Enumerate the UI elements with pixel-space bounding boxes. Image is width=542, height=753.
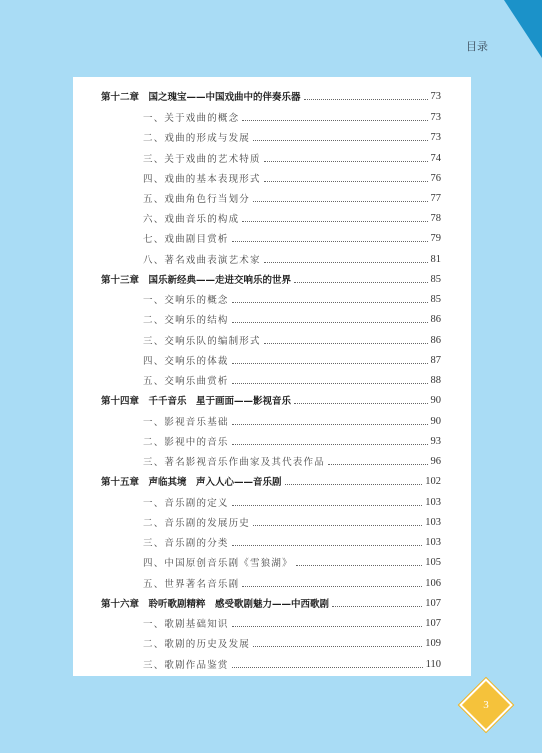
dot-leader bbox=[294, 282, 427, 283]
toc-chapter-entry[interactable] bbox=[101, 592, 441, 614]
toc-section-entry[interactable] bbox=[143, 511, 441, 533]
toc-chapter-entry[interactable] bbox=[101, 470, 441, 492]
toc-section-entry[interactable] bbox=[143, 450, 441, 472]
toc-section-entry[interactable] bbox=[143, 572, 441, 594]
toc-entry-title: 三、著名影视音乐作曲家及其代表作品 bbox=[143, 457, 325, 468]
toc-entry-title: 二、音乐剧的发展历史 bbox=[143, 518, 251, 529]
toc-entry-page: 107 bbox=[425, 617, 441, 629]
toc-entry-title: 七、戏曲剧目赏析 bbox=[143, 234, 229, 245]
toc-entry-title: 四、戏曲的基本表现形式 bbox=[143, 174, 261, 185]
toc-entry-page: 93 bbox=[430, 435, 441, 447]
toc-entry-title: 第十四章 千千音乐 星于画面——影视音乐 bbox=[101, 396, 292, 407]
toc-section-entry[interactable] bbox=[143, 308, 441, 330]
toc-section-entry[interactable] bbox=[143, 329, 441, 351]
toc-entry-title: 第十二章 国之瑰宝——中国戏曲中的伴奏乐器 bbox=[101, 92, 301, 103]
dot-leader bbox=[232, 241, 428, 242]
toc-entry-page: 73 bbox=[430, 90, 441, 102]
toc-entry-title: 一、音乐剧的定义 bbox=[143, 498, 229, 509]
toc-section-entry[interactable] bbox=[143, 147, 441, 169]
dot-leader bbox=[232, 626, 423, 627]
toc-section-entry[interactable] bbox=[143, 227, 441, 249]
toc-section-entry[interactable] bbox=[143, 106, 441, 128]
toc-entry-page: 96 bbox=[430, 455, 441, 467]
toc-section-entry[interactable] bbox=[143, 410, 441, 432]
toc-entry-title: 第十六章 聆听歌剧精粹 感受歌剧魅力——中西歌剧 bbox=[101, 599, 330, 610]
toc-entry-title: 四、中国原创音乐剧《雪狼湖》 bbox=[143, 558, 293, 569]
toc-entry-title: 二、影视中的音乐 bbox=[143, 437, 229, 448]
toc-section-entry[interactable] bbox=[143, 248, 441, 270]
toc-section-entry[interactable] bbox=[143, 207, 441, 229]
dot-leader bbox=[242, 586, 422, 587]
dot-leader bbox=[253, 525, 422, 526]
toc-section-entry[interactable] bbox=[143, 167, 441, 189]
dot-leader bbox=[232, 322, 428, 323]
toc-section-entry[interactable] bbox=[143, 491, 441, 513]
toc-entry-title: 二、歌剧的历史及发展 bbox=[143, 639, 251, 650]
toc-entry-title: 三、音乐剧的分类 bbox=[143, 538, 229, 549]
toc-section-entry[interactable] bbox=[143, 551, 441, 573]
toc-entry-title: 四、交响乐的体裁 bbox=[143, 356, 229, 367]
dot-leader bbox=[232, 545, 423, 546]
toc-entry-page: 102 bbox=[425, 475, 441, 487]
toc-entry-title: 一、关于戏曲的概念 bbox=[143, 113, 240, 124]
dot-leader bbox=[304, 99, 428, 100]
toc-entry-page: 90 bbox=[430, 394, 441, 406]
toc-chapter-entry[interactable] bbox=[101, 389, 441, 411]
toc-section-entry[interactable] bbox=[143, 126, 441, 148]
toc-section-entry[interactable] bbox=[143, 632, 441, 654]
toc-entry-title: 五、交响乐曲赏析 bbox=[143, 376, 229, 387]
toc-entry-title: 三、歌剧作品鉴赏 bbox=[143, 660, 229, 671]
dot-leader bbox=[232, 444, 428, 445]
toc-entry-page: 88 bbox=[430, 374, 441, 386]
toc-entry-title: 一、影视音乐基础 bbox=[143, 417, 229, 428]
dot-leader bbox=[264, 181, 428, 182]
dot-leader bbox=[328, 464, 428, 465]
toc-entry-title: 一、歌剧基础知识 bbox=[143, 619, 229, 630]
toc-section-entry[interactable] bbox=[143, 288, 441, 310]
dot-leader bbox=[285, 484, 423, 485]
toc-entry-page: 85 bbox=[430, 293, 441, 305]
toc-chapter-entry[interactable] bbox=[101, 85, 441, 107]
dot-leader bbox=[232, 363, 428, 364]
toc-entry-page: 87 bbox=[430, 354, 441, 366]
dot-leader bbox=[232, 505, 423, 506]
page-number: 3 bbox=[483, 699, 489, 711]
dot-leader bbox=[232, 383, 428, 384]
toc-entry-title: 五、世界著名音乐剧 bbox=[143, 579, 240, 590]
dot-leader bbox=[242, 120, 427, 121]
dot-leader bbox=[253, 201, 427, 202]
toc-entry-page: 103 bbox=[425, 496, 441, 508]
toc-entry-page: 73 bbox=[430, 111, 441, 123]
toc-entry-page: 90 bbox=[430, 415, 441, 427]
section-header-label: 目录 bbox=[466, 40, 488, 53]
toc-entry-page: 76 bbox=[430, 172, 441, 184]
toc-entry-title: 八、著名戏曲表演艺术家 bbox=[143, 255, 261, 266]
dot-leader bbox=[264, 262, 428, 263]
toc-entry-page: 86 bbox=[430, 313, 441, 325]
toc-entry-page: 86 bbox=[430, 334, 441, 346]
toc-section-entry[interactable] bbox=[143, 430, 441, 452]
toc-section-entry[interactable] bbox=[143, 187, 441, 209]
dot-leader bbox=[232, 424, 428, 425]
toc-entry-page: 105 bbox=[425, 556, 441, 568]
toc-section-entry[interactable] bbox=[143, 531, 441, 553]
toc-entry-page: 77 bbox=[430, 192, 441, 204]
toc-entry-page: 81 bbox=[430, 253, 441, 265]
toc-entry-page: 79 bbox=[430, 232, 441, 244]
dot-leader bbox=[242, 221, 427, 222]
toc-section-entry[interactable] bbox=[143, 349, 441, 371]
toc-entry-title: 三、关于戏曲的艺术特质 bbox=[143, 154, 261, 165]
toc-entry-title: 五、戏曲角色行当划分 bbox=[143, 194, 251, 205]
toc-entry-title: 三、交响乐队的编制形式 bbox=[143, 336, 261, 347]
dot-leader bbox=[296, 565, 422, 566]
toc-chapter-entry[interactable] bbox=[101, 268, 441, 290]
toc-section-entry[interactable] bbox=[143, 612, 441, 634]
toc-section-entry[interactable] bbox=[143, 369, 441, 391]
toc-section-entry[interactable] bbox=[143, 653, 441, 675]
toc-entry-title: 六、戏曲音乐的构成 bbox=[143, 214, 240, 225]
toc-entry-title: 一、交响乐的概念 bbox=[143, 295, 229, 306]
toc-entry-title: 二、戏曲的形成与发展 bbox=[143, 133, 251, 144]
toc-entry-page: 107 bbox=[425, 597, 441, 609]
dot-leader bbox=[264, 161, 428, 162]
dot-leader bbox=[294, 403, 427, 404]
dot-leader bbox=[232, 667, 423, 668]
corner-accent bbox=[504, 0, 542, 58]
toc-entry-page: 110 bbox=[425, 658, 441, 670]
toc-entry-page: 103 bbox=[425, 536, 441, 548]
dot-leader bbox=[232, 302, 428, 303]
toc-entry-page: 109 bbox=[425, 637, 441, 649]
dot-leader bbox=[332, 606, 422, 607]
toc-entry-page: 85 bbox=[430, 273, 441, 285]
toc-entry-title: 第十三章 国乐新经典——走进交响乐的世界 bbox=[101, 275, 292, 286]
toc-entry-page: 73 bbox=[430, 131, 441, 143]
toc-entry-page: 74 bbox=[430, 152, 441, 164]
toc-entry-page: 106 bbox=[425, 577, 441, 589]
toc-entry-page: 103 bbox=[425, 516, 441, 528]
dot-leader bbox=[264, 343, 428, 344]
toc-entry-title: 二、交响乐的结构 bbox=[143, 315, 229, 326]
toc-entry-page: 78 bbox=[430, 212, 441, 224]
toc-page bbox=[73, 77, 471, 676]
dot-leader bbox=[253, 140, 427, 141]
toc-entry-title: 第十五章 声临其境 声入人心——音乐剧 bbox=[101, 477, 282, 488]
dot-leader bbox=[253, 646, 422, 647]
